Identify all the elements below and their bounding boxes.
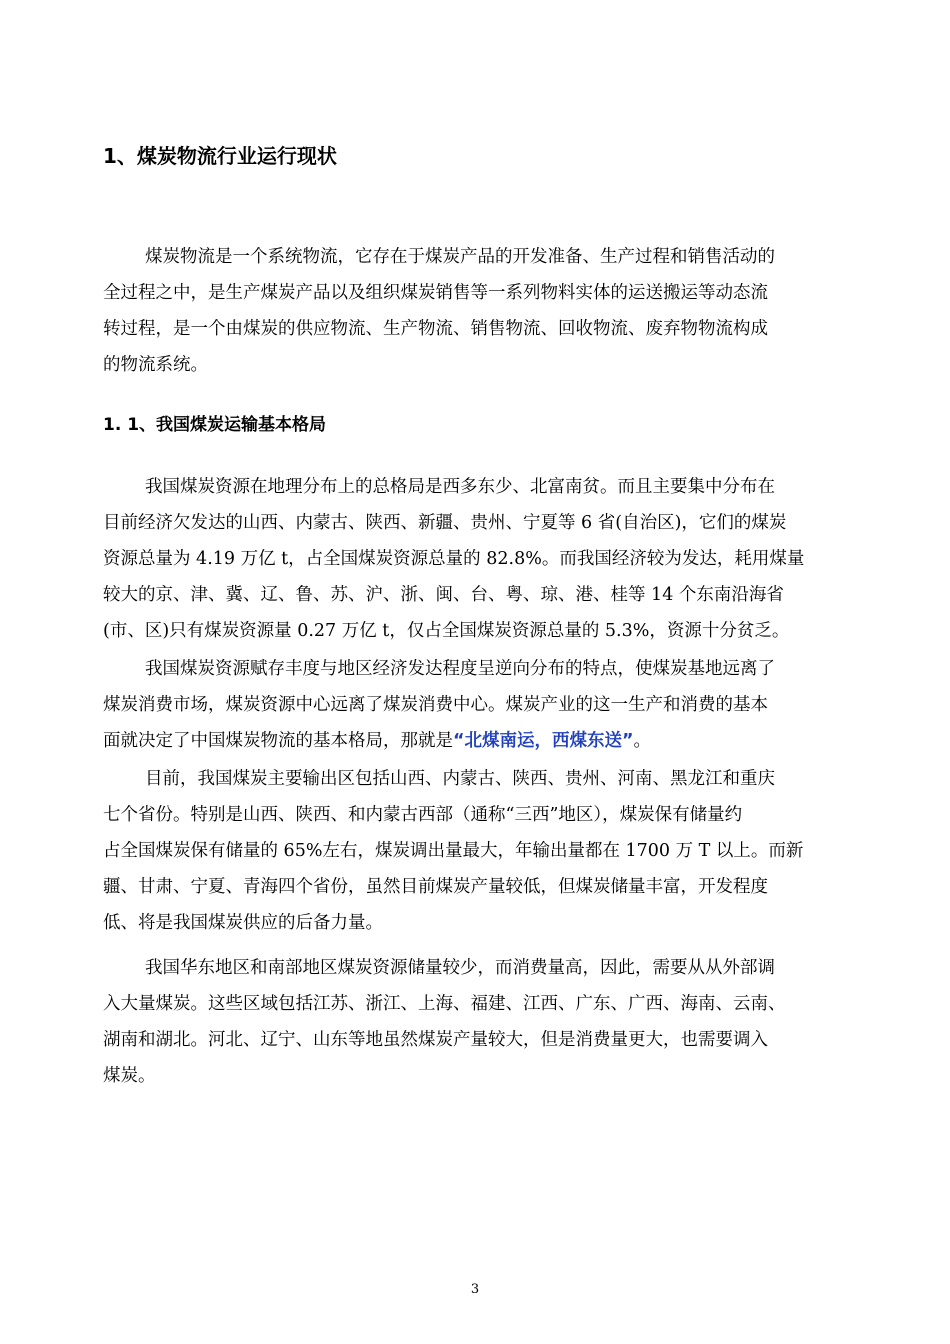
paragraph-line: (市、区)只有煤炭资源量 0.27 万亿 t，仅占全国煤炭资源总量的 5.3%，资源十分贫乏。 xyxy=(103,621,790,641)
paragraph-text: 面就决定了中国煤炭物流的基本格局，那就是 xyxy=(103,731,453,751)
paragraph-line xyxy=(103,726,651,756)
highlighted-slogan: “北煤南运，西煤东送” xyxy=(453,731,634,751)
paragraph-line: 我国华东地区和南部地区煤炭资源储量较少，而消费量高，因此，需要从从外部调 xyxy=(145,958,775,978)
paragraph-line: 转过程，是一个由煤炭的供应物流、生产物流、销售物流、回收物流、废弃物物流构成 xyxy=(103,319,768,339)
paragraph-line: 资源总量为 4.19 万亿 t，占全国煤炭资源总量的 82.8%。而我国经济较为发达，耗用煤量 xyxy=(103,549,805,569)
paragraph-line: 煤炭消费市场，煤炭资源中心远离了煤炭消费中心。煤炭产业的这一生产和消费的基本 xyxy=(103,695,768,715)
paragraph-text: 。 xyxy=(633,731,652,751)
paragraph-line: 目前经济欠发达的山西、内蒙古、陕西、新疆、贵州、宁夏等 6 省(自治区)，它们的煤炭 xyxy=(103,513,787,533)
section-heading: 1、煤炭物流行业运行现状 xyxy=(103,144,337,168)
paragraph-line: 疆、甘肃、宁夏、青海四个省份，虽然目前煤炭产量较低，但煤炭储量丰富，开发程度 xyxy=(103,877,768,897)
paragraph-line: 我国煤炭资源在地理分布上的总格局是西多东少、北富南贫。而且主要集中分布在 xyxy=(145,477,775,497)
paragraph-line: 的物流系统。 xyxy=(103,355,208,375)
page-number: 3 xyxy=(470,1282,480,1297)
paragraph-line: 全过程之中，是生产煤炭产品以及组织煤炭销售等一系列物料实体的运送搬运等动态流 xyxy=(103,283,768,303)
paragraph-line: 煤炭物流是一个系统物流，它存在于煤炭产品的开发准备、生产过程和销售活动的 xyxy=(145,247,775,267)
paragraph-line: 目前，我国煤炭主要输出区包括山西、内蒙古、陕西、贵州、河南、黑龙江和重庆 xyxy=(145,769,775,789)
paragraph-line: 湖南和湖北。河北、辽宁、山东等地虽然煤炭产量较大，但是消费量更大，也需要调入 xyxy=(103,1030,768,1050)
paragraph-line: 低、将是我国煤炭供应的后备力量。 xyxy=(103,913,383,933)
paragraph-line: 七个省份。特别是山西、陕西、和内蒙古西部（通称“三西”地区），煤炭保有储量约 xyxy=(103,805,743,825)
paragraph-line: 入大量煤炭。这些区域包括江苏、浙江、上海、福建、江西、广东、广西、海南、云南、 xyxy=(103,994,786,1014)
paragraph-line: 较大的京、津、冀、辽、鲁、苏、沪、浙、闽、台、粤、琼、港、桂等 14 个东南沿海省 xyxy=(103,585,784,605)
subsection-heading: 1. 1、我国煤炭运输基本格局 xyxy=(103,415,327,435)
paragraph-line: 煤炭。 xyxy=(103,1066,156,1086)
paragraph-line: 我国煤炭资源赋存丰度与地区经济发达程度呈逆向分布的特点，使煤炭基地远离了 xyxy=(145,659,775,679)
paragraph-line: 占全国煤炭保有储量的 65%左右，煤炭调出量最大，年输出量都在 1700 万 T 以上。而新 xyxy=(103,841,804,861)
